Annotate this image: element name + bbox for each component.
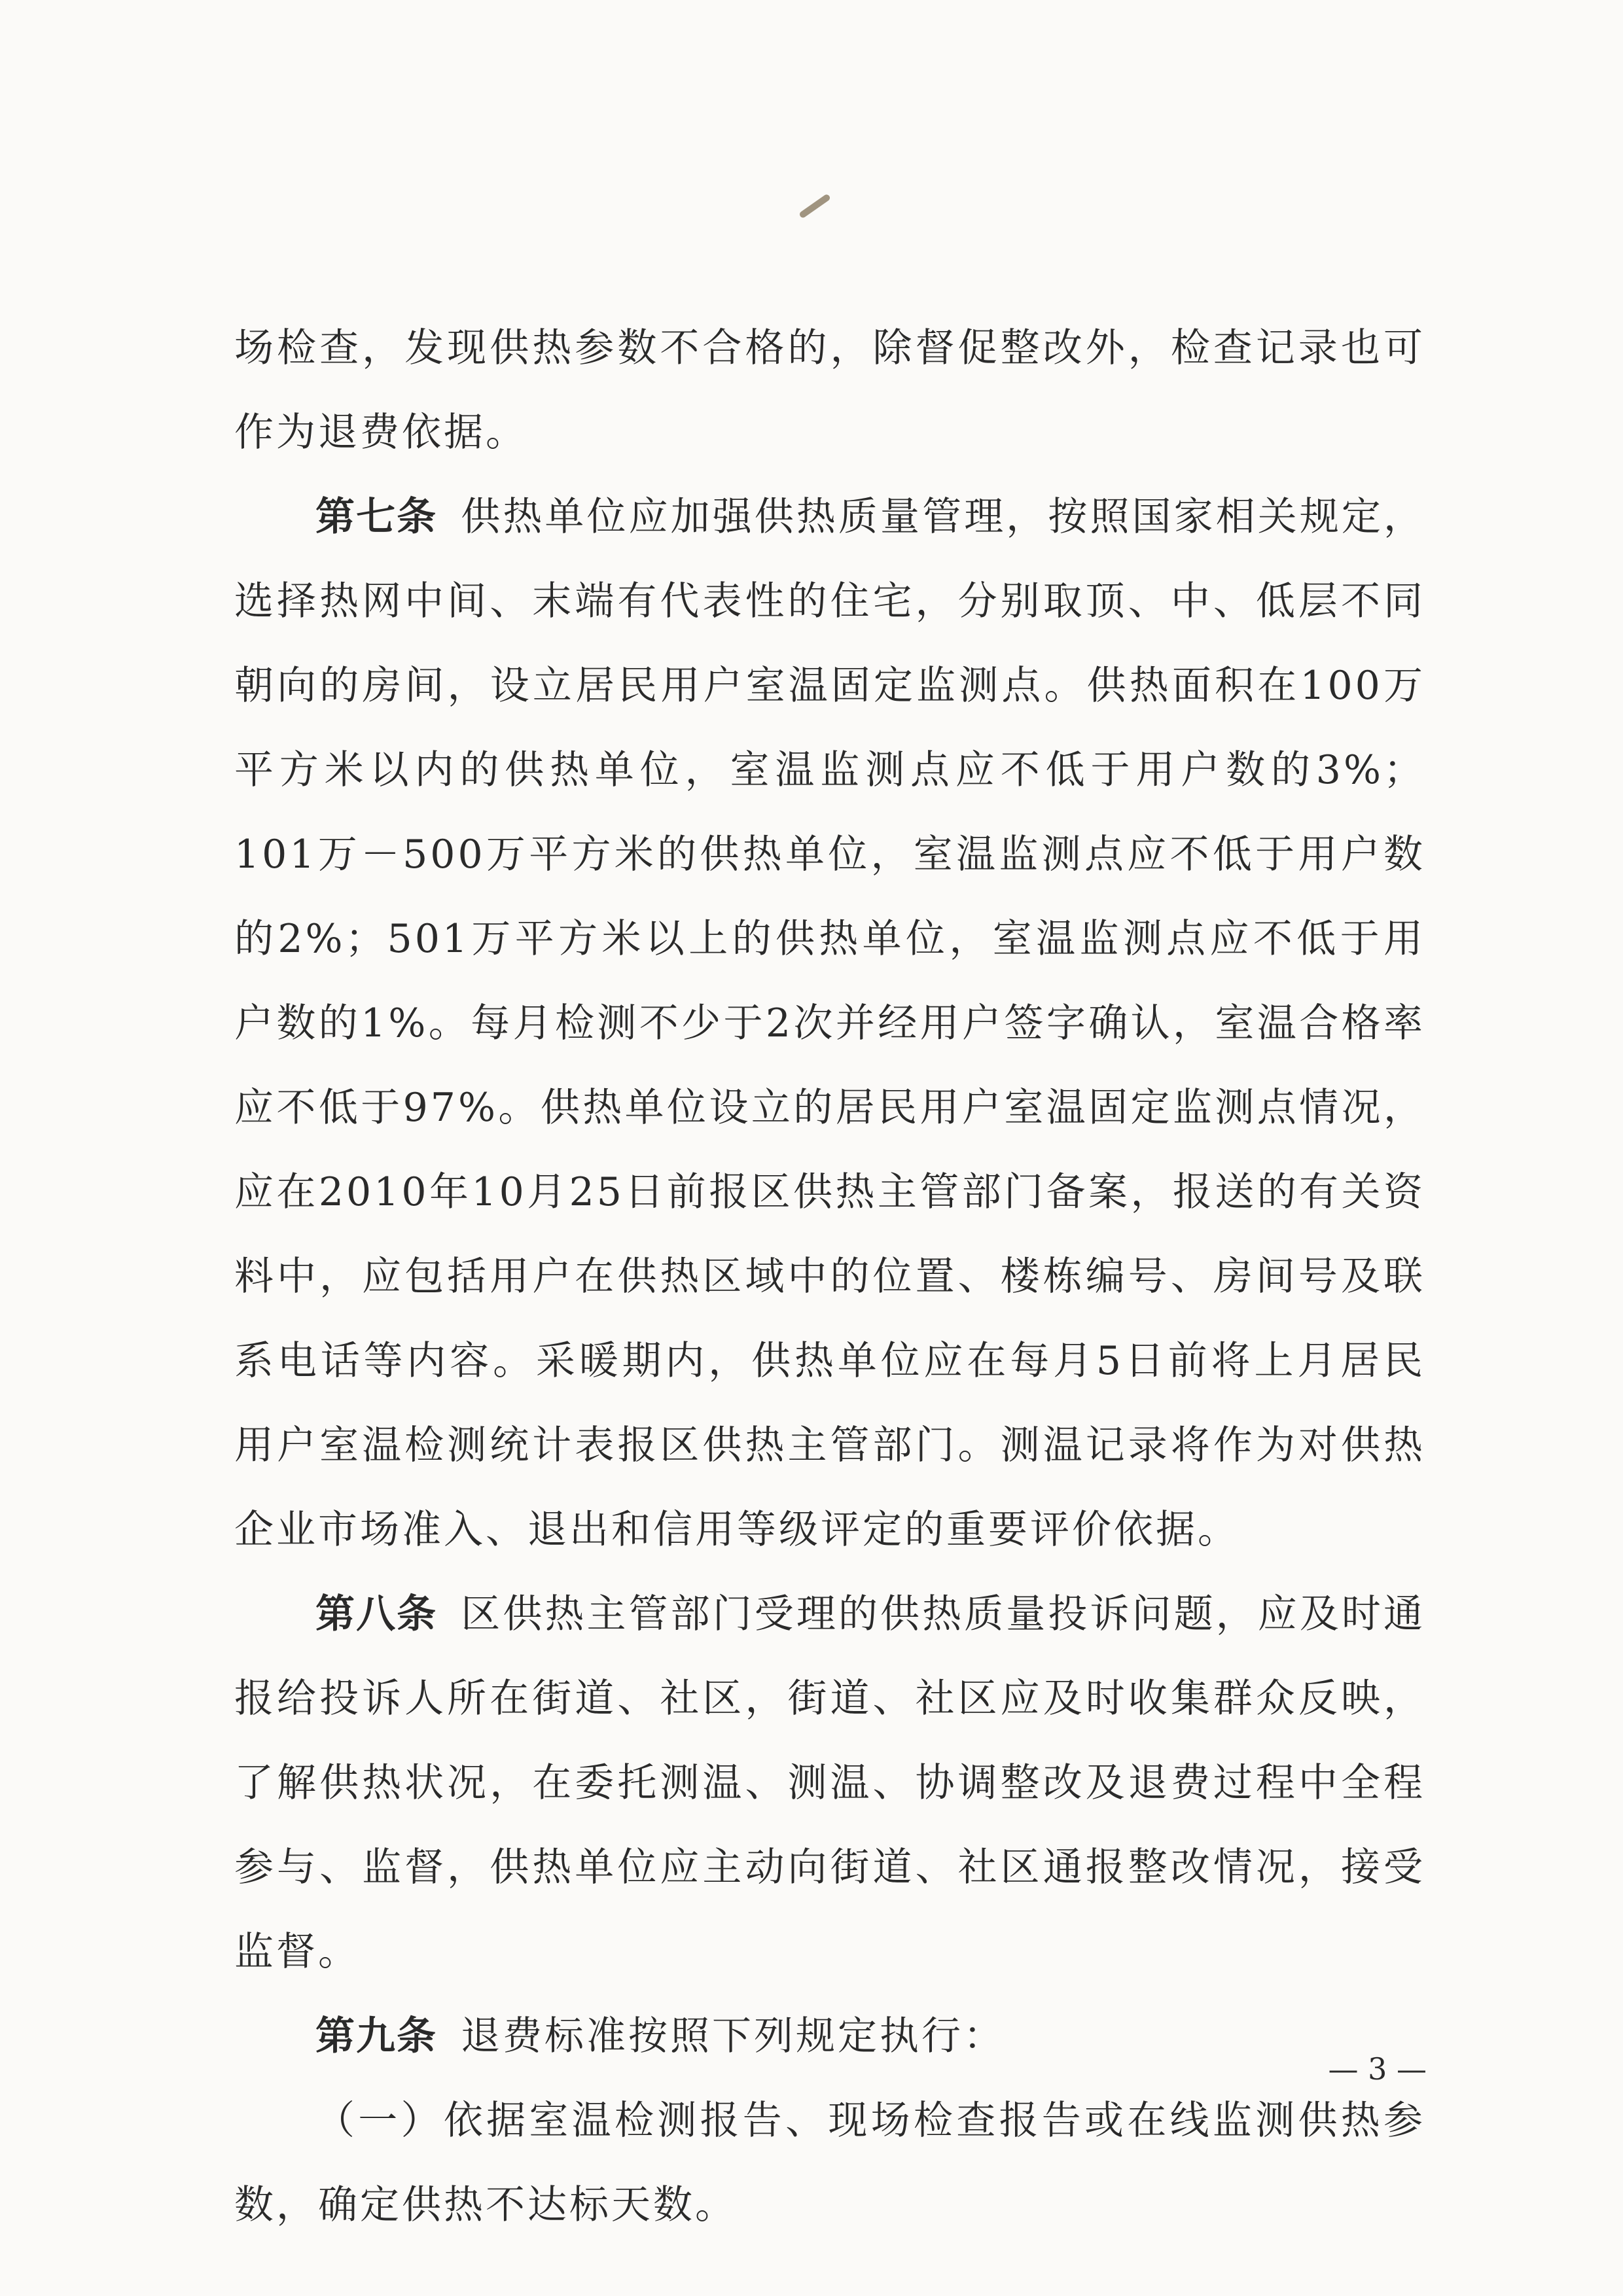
paragraph-continuation — [234, 306, 1425, 475]
paragraph-article-8 — [234, 1572, 1425, 1994]
paragraph-text: （一）依据室温检测报告、现场检查报告或在线监测供热参数，确定供热不达标天数。 — [234, 2098, 1425, 2228]
page-number: — 3 — — [1328, 2051, 1427, 2087]
paragraph-text: 场检查，发现供热参数不合格的，除督促整改外，检查记录也可作为退费依据。 — [234, 325, 1425, 455]
paper-mark — [798, 193, 831, 219]
paragraph-text: 供热单位应加强供热质量管理，按照国家相关规定，选择热网中间、末端有代表性的住宅，分别取顶、中、低层不同朝向的房间，设立居民用户室温固定监测点。供热面积在100万平方米以内的供热单位，室温监测点应不低于用户数的3%；101万－500万平方米的供热单位，室温监测点应不低于用户数的2%；501万平方米以上的供热单位，室温监测点应不低于用户数的1%。每月检测不少于2次并经用户签字确认，室温合格率应不低于97%。供热单位设立的居民用户室温固定监测点情况，应在2010年10月25日前报区供热主管部门备案，报送的有关资料中，应包括用户在供热区域中的位置、楼栋编号、房间号及联系电话等内容。采暖期内，供热单位应在每月5日前将上月居民用户室温检测统计表报区供热主管部门。测温记录将作为对供热企业市场准入、退出和信用等级评定的重要评价依据。 — [234, 494, 1426, 1553]
document-body — [234, 306, 1425, 2248]
article-number: 第九条 — [315, 2013, 437, 2059]
paragraph-text: 区供热主管部门受理的供热质量投诉问题，应及时通报给投诉人所在街道、社区，街道、社区应及时收集群众反映，了解供热状况，在委托测温、测温、协调整改及退费过程中全程参与、监督，供热单位应主动向街道、社区通报整改情况，接受监督。 — [234, 1591, 1426, 1975]
paragraph-text: 退费标准按照下列规定执行： — [461, 2013, 1005, 2059]
article-number: 第七条 — [315, 494, 438, 540]
paragraph-article-9 — [234, 1994, 1425, 2079]
paragraph-article-7 — [234, 475, 1425, 1572]
paragraph-item-1 — [234, 2079, 1425, 2248]
article-number: 第八条 — [315, 1591, 438, 1637]
